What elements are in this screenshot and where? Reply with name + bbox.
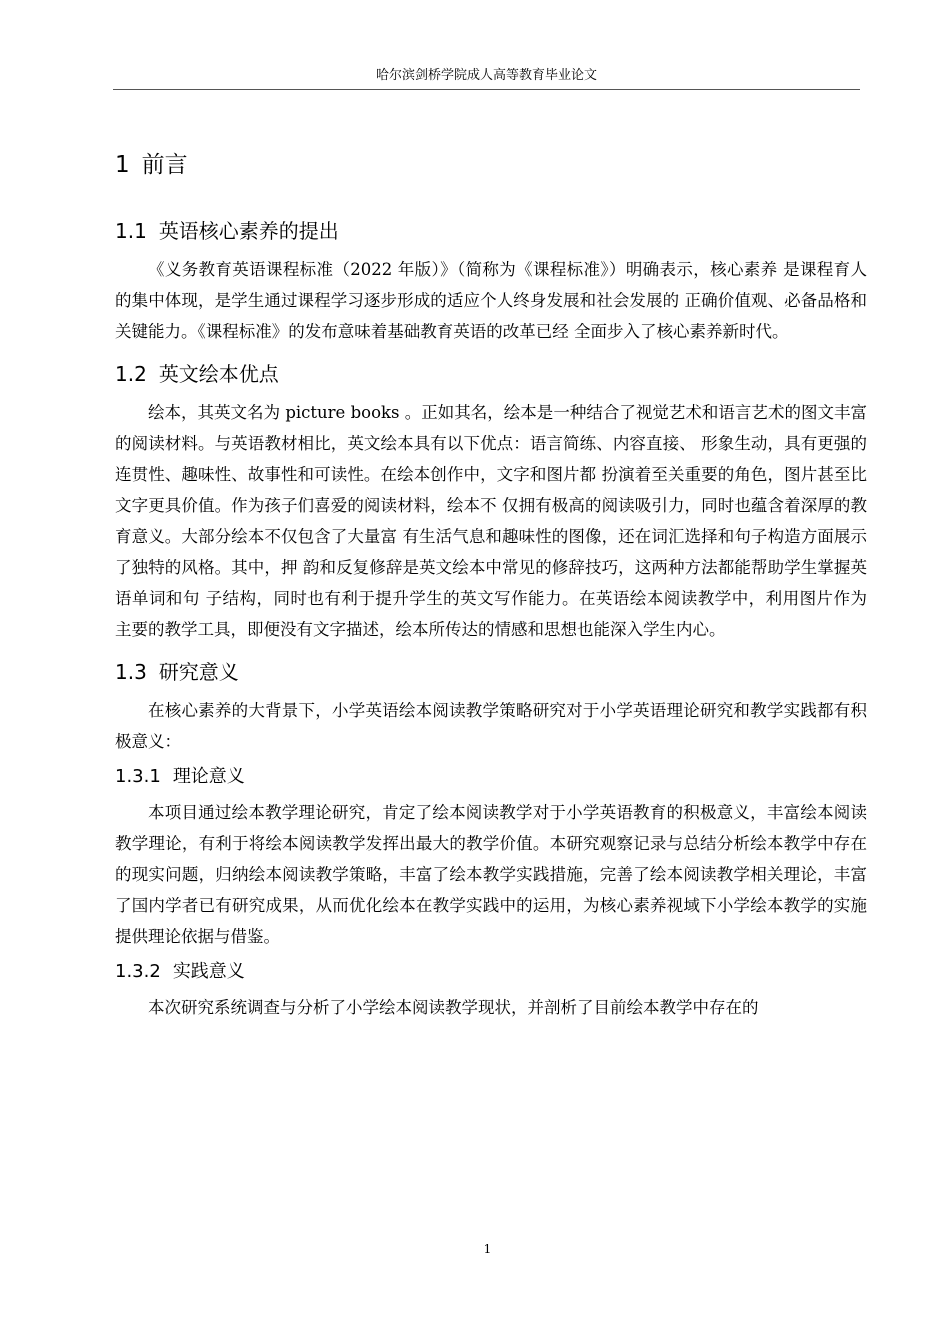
header-divider [113, 89, 860, 90]
body-paragraph: 《义务教育英语课程标准（2022 年版）》（简称为《课程标准》）明确表示，核心素养 是课程育人的集中体现，是学生通过课程学习逐步形成的适应个人终身发展和社会发展的 正确价值观、必备品格和关键能力。《课程标准》的发布意味着基础教育英语的改革已经 全面步入了核心素养新时代。 [115, 260, 867, 341]
chapter-heading [115, 148, 867, 182]
chapter-title: 前言 [141, 152, 188, 178]
section-heading [115, 657, 867, 687]
body-paragraph: 在核心素养的大背景下，小学英语绘本阅读教学策略研究对于小学英语理论研究和教学实践都有积极意义： [115, 701, 867, 751]
body-paragraph: 绘本，其英文名为 picture books 。正如其名，绘本是一种结合了视觉艺术和语言艺术的图文丰富的阅读材料。与英语教材相比，英文绘本具有以下优点：语言简练、内容直接、 形象生动，具有更强的连贯性、趣味性、故事性和可读性。在绘本创作中，文字和图片都 扮演着至关重要的角色，图片甚至比文字更具价值。作为孩子们喜爱的阅读材料，绘本不 仅拥有极高的阅读吸引力，同时也蕴含着深厚的教育意义。大部分绘本不仅包含了大量富 有生活气息和趣味性的图像，还在词汇选择和句子构造方面展示了独特的风格。其中，押 韵和反复修辞是英文绘本中常见的修辞技巧，这两种方法都能帮助学生掌握英语单词和句 子结构，同时也有利于提升学生的英文写作能力。在英语绘本阅读教学中，利用图片作为 主要的教学工具，即便没有文字描述，绘本所传达的情感和思想也能深入学生内心。 [115, 403, 867, 639]
subsection-heading [115, 763, 867, 791]
page-number: 1 [483, 1242, 492, 1256]
section-heading [115, 216, 867, 246]
section-title: 英语核心素养的提出 [158, 219, 339, 243]
section-number: 1.2 [115, 362, 147, 386]
running-header: 哈尔滨剑桥学院成人高等教育毕业论文 [375, 68, 597, 83]
subsection-title: 实践意义 [172, 961, 245, 982]
section-title: 研究意义 [158, 660, 239, 684]
section-number: 1.3 [115, 660, 147, 684]
chapter-number: 1 [115, 152, 130, 178]
section-title: 英文绘本优点 [158, 362, 279, 386]
section-heading [115, 359, 867, 389]
body-paragraph: 本次研究系统调查与分析了小学绘本阅读教学现状，并剖析了目前绘本教学中存在的 [148, 998, 759, 1017]
subsection-heading [115, 958, 867, 986]
subsection-number: 1.3.1 [115, 766, 161, 787]
page-body [115, 148, 867, 1023]
subsection-number: 1.3.2 [115, 961, 161, 982]
body-paragraph: 本项目通过绘本教学理论研究，肯定了绘本阅读教学对于小学英语教育的积极意义，丰富绘本阅读教学理论，有利于将绘本阅读教学发挥出最大的教学价值。本研究观察记录与总结分析绘本教学中存在的现实问题，归纳绘本阅读教学策略，丰富了绘本教学实践措施，完善了绘本阅读教学相关理论，丰富了国内学者已有研究成果，从而优化绘本在教学实践中的运用，为核心素养视域下小学绘本教学的实施提供理论依据与借鉴。 [115, 803, 867, 946]
subsection-title: 理论意义 [172, 766, 245, 787]
section-number: 1.1 [115, 219, 147, 243]
